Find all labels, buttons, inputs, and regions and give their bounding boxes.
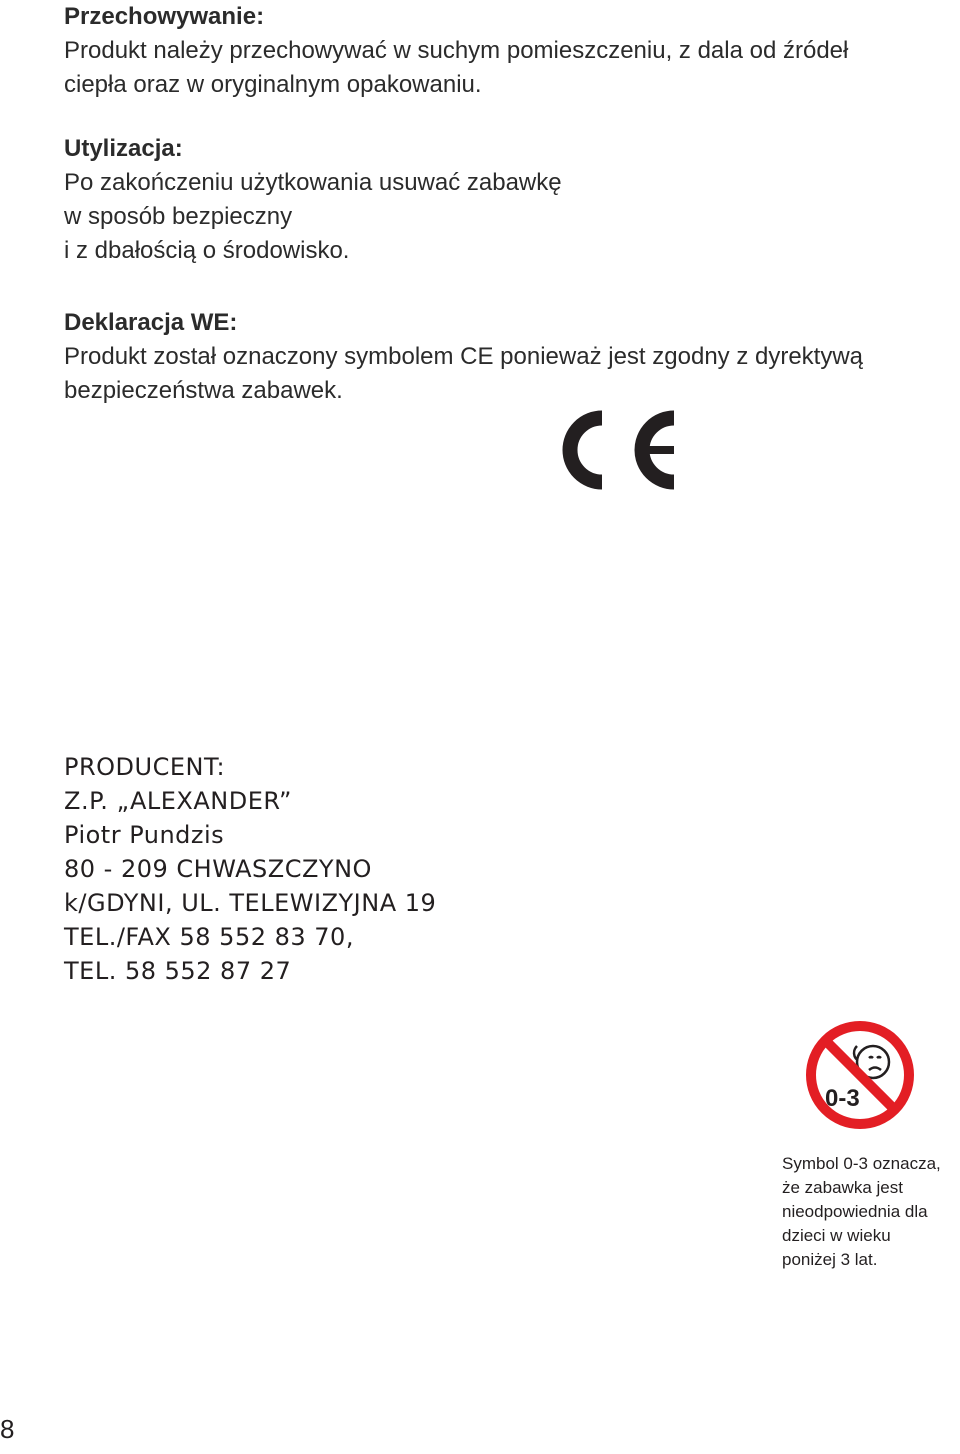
producer-phone-line: TEL./FAX 58 552 83 70, [64, 923, 354, 951]
not-suitable-under-3-icon [803, 1018, 917, 1132]
producer-phone-line: TEL. 58 552 87 27 [64, 957, 292, 985]
ce-mark-icon [562, 406, 686, 494]
age-warning-note [782, 1152, 941, 1272]
storage-section [64, 0, 848, 102]
age-note-line: nieodpowiednia dla [782, 1202, 928, 1221]
disposal-text-line: w sposób bezpieczny [64, 203, 293, 230]
age-note-line: poniżej 3 lat. [782, 1250, 878, 1269]
producer-section [64, 750, 436, 988]
declaration-heading: Deklaracja WE: [64, 309, 238, 336]
page-number: 8 [0, 1414, 15, 1444]
producer-heading: PRODUCENT: [64, 753, 226, 781]
age-note-line: że zabawka jest [782, 1178, 903, 1197]
producer-address-line: k/GDYNI, UL. TELEWIZYJNA 19 [64, 889, 437, 917]
disposal-text-line: i z dbałością o środowisko. [64, 237, 350, 264]
disposal-heading: Utylizacja: [64, 135, 183, 162]
age-warning-label: 0-3 [825, 1085, 860, 1112]
storage-text-line: Produkt należy przechowywać w suchym pomieszczeniu, z dala od źródeł [64, 37, 849, 64]
age-note-line: dzieci w wieku [782, 1226, 891, 1245]
disposal-text-line: Po zakończeniu użytkowania usuwać zabawkę [64, 169, 562, 196]
declaration-text-line: bezpieczeństwa zabawek. [64, 377, 343, 404]
producer-address-line: 80 - 209 CHWASZCZYNO [64, 855, 372, 883]
storage-text-line: ciepła oraz w oryginalnym opakowaniu. [64, 71, 482, 98]
declaration-text-line: Produkt został oznaczony symbolem CE ponieważ jest zgodny z dyrektywą [64, 343, 864, 370]
storage-heading: Przechowywanie: [64, 3, 265, 30]
producer-owner: Piotr Pundzis [64, 821, 225, 849]
disposal-section [64, 132, 562, 268]
producer-company: Z.P. „ALEXANDER” [64, 787, 292, 815]
age-note-line: Symbol 0-3 oznacza, [782, 1154, 941, 1173]
declaration-section [64, 306, 863, 408]
